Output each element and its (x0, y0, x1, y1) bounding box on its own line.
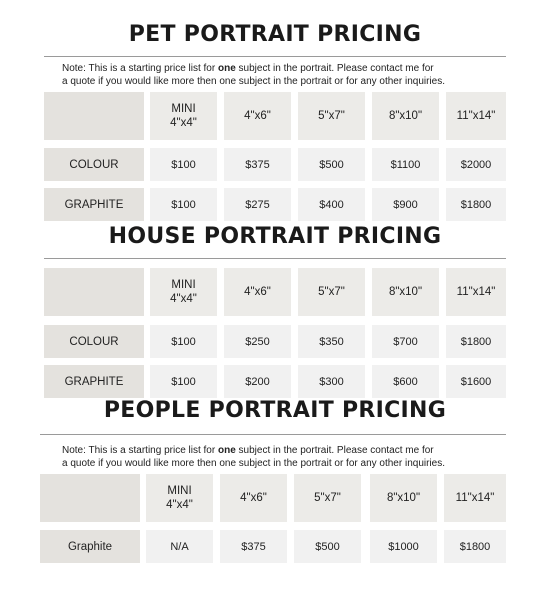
price-cell: $400 (298, 188, 365, 221)
price-cell: N/A (146, 530, 213, 563)
people-pricing-note (62, 444, 502, 470)
pet-pricing-title: PET PORTRAIT PRICING (128, 22, 422, 47)
note-text: a quote if you would like more then one subject in the portrait or for any other inquiries. (62, 458, 445, 469)
price-cell: $350 (298, 325, 365, 358)
column-header: 11"x14" (444, 474, 506, 522)
row-label: COLOUR (44, 148, 144, 181)
column-header: 5"x7" (294, 474, 361, 522)
column-header: 8"x10" (370, 474, 437, 522)
column-header: 8"x10" (372, 268, 439, 316)
pet-title-divider (44, 56, 506, 57)
price-cell: $100 (150, 325, 217, 358)
note-text: Note: This is a starting price list for (62, 63, 218, 74)
note-text: subject in the portrait. Please contact me for (235, 445, 434, 456)
column-header: 8"x10" (372, 92, 439, 140)
table-corner-cell (44, 268, 144, 316)
price-cell: $1800 (444, 530, 506, 563)
note-text: subject in the portrait. Please contact me for (235, 63, 434, 74)
pet-pricing-note (62, 62, 502, 88)
column-header: 5"x7" (298, 268, 365, 316)
price-cell: $500 (298, 148, 365, 181)
price-cell: $100 (150, 365, 217, 398)
price-cell: $375 (224, 148, 291, 181)
price-cell: $1800 (446, 325, 506, 358)
price-cell: $600 (372, 365, 439, 398)
price-cell: $1800 (446, 188, 506, 221)
people-pricing-title: PEOPLE PORTRAIT PRICING (103, 398, 447, 423)
price-cell: $1100 (372, 148, 439, 181)
price-cell: $275 (224, 188, 291, 221)
row-label: GRAPHITE (44, 188, 144, 221)
column-header: 4"x6" (224, 92, 291, 140)
note-text: a quote if you would like more then one subject in the portrait or for any other inquiries. (62, 76, 445, 87)
row-label: GRAPHITE (44, 365, 144, 398)
house-pricing-title: HOUSE PORTRAIT PRICING (108, 224, 442, 249)
people-title-divider (40, 434, 506, 435)
price-cell: $250 (224, 325, 291, 358)
column-header: MINI 4"x4" (146, 474, 213, 522)
price-cell: $2000 (446, 148, 506, 181)
price-cell: $100 (150, 188, 217, 221)
column-header: 5"x7" (298, 92, 365, 140)
column-header: 11"x14" (446, 268, 506, 316)
house-title-divider (44, 258, 506, 259)
column-header: MINI 4"x4" (150, 268, 217, 316)
price-cell: $300 (298, 365, 365, 398)
note-text: Note: This is a starting price list for (62, 445, 218, 456)
table-corner-cell (44, 92, 144, 140)
price-cell: $100 (150, 148, 217, 181)
table-corner-cell (40, 474, 140, 522)
row-label: COLOUR (44, 325, 144, 358)
note-emphasis: one (217, 445, 236, 456)
price-cell: $900 (372, 188, 439, 221)
column-header: 4"x6" (224, 268, 291, 316)
column-header: 4"x6" (220, 474, 287, 522)
column-header: MINI 4"x4" (150, 92, 217, 140)
row-label: Graphite (40, 530, 140, 563)
price-cell: $1000 (370, 530, 437, 563)
note-emphasis: one (217, 63, 236, 74)
price-cell: $500 (294, 530, 361, 563)
price-cell: $1600 (446, 365, 506, 398)
price-cell: $700 (372, 325, 439, 358)
price-cell: $375 (220, 530, 287, 563)
price-cell: $200 (224, 365, 291, 398)
column-header: 11"x14" (446, 92, 506, 140)
